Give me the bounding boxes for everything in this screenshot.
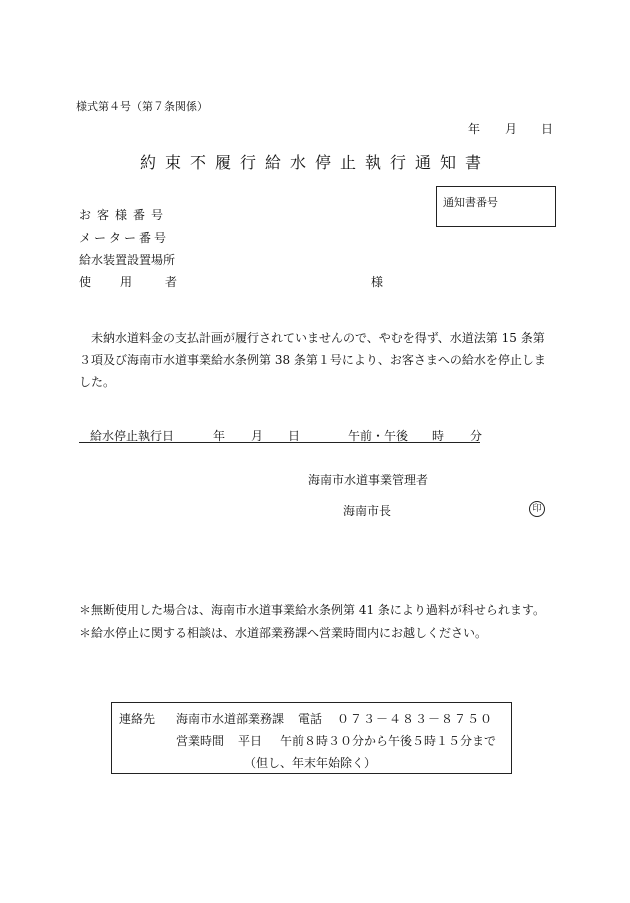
honorific-label: 様 xyxy=(371,275,384,289)
contact-phone-label: 電話 xyxy=(298,712,323,726)
issuer-name: 海南市長 xyxy=(343,504,392,518)
stop-day-label: 日 xyxy=(288,429,301,443)
customer-number-label: お客様番号 xyxy=(79,208,170,222)
business-hours: 午前８時３０分から午後５時１５分まで xyxy=(280,734,497,748)
installation-place-label: 給水装置設置場所 xyxy=(79,253,176,267)
date-year-label: 年 xyxy=(468,122,481,136)
document-title: 約束不履行給水停止執行通知書 xyxy=(139,153,490,172)
stop-date-line xyxy=(79,424,483,443)
form-number: 様式第４号（第７条関係） xyxy=(76,100,208,113)
hours-day: 平日 xyxy=(238,734,263,748)
stop-hour-label: 時 xyxy=(432,429,445,443)
hours-label: 営業時間 xyxy=(176,734,225,748)
stop-minute-label: 分 xyxy=(470,429,483,443)
meter-number-label: メーター番号 xyxy=(79,231,170,245)
note-consultation: ＊給水停止に関する相談は、水道部業務課へ営業時間内にお越しください。 xyxy=(79,626,488,640)
user-label-char: 用 xyxy=(120,275,133,289)
date-month-label: 月 xyxy=(505,122,518,136)
stop-date-label: 給水停止執行日 xyxy=(90,429,175,443)
notice-number-box[interactable] xyxy=(436,186,556,227)
stop-month-label: 月 xyxy=(251,429,264,443)
hours-note: （但し、年末年始除く） xyxy=(244,756,377,770)
stop-year-label: 年 xyxy=(213,429,226,443)
contact-department: 海南市水道部業務課 xyxy=(176,712,285,726)
notice-body-text: 未納水道料金の支払計画が履行されていませんので、やむを得ず、水道法第 15 条第３項及び海南市水道事業給水条例第 38 条第１号により、お客さまへの給水を停止しました。 xyxy=(79,331,546,389)
note-unauthorized-use: ＊無断使用した場合は、海南市水道事業給水条例第 41 条により過料が科せられます。 xyxy=(79,603,545,617)
date-day-label: 日 xyxy=(541,122,554,136)
seal-mark: 印 xyxy=(529,501,545,517)
user-label-char: 者 xyxy=(165,275,178,289)
contact-label: 連絡先 xyxy=(119,712,156,726)
stop-ampm-label: 午前・午後 xyxy=(348,429,409,443)
contact-phone-number: ０７３－４８３－８７５０ xyxy=(337,712,494,726)
contact-box xyxy=(111,702,512,774)
user-label-char: 使 xyxy=(79,275,92,289)
issuer-title: 海南市水道事業管理者 xyxy=(308,473,429,487)
notice-number-label: 通知書番号 xyxy=(443,196,498,209)
user-label xyxy=(79,273,189,289)
